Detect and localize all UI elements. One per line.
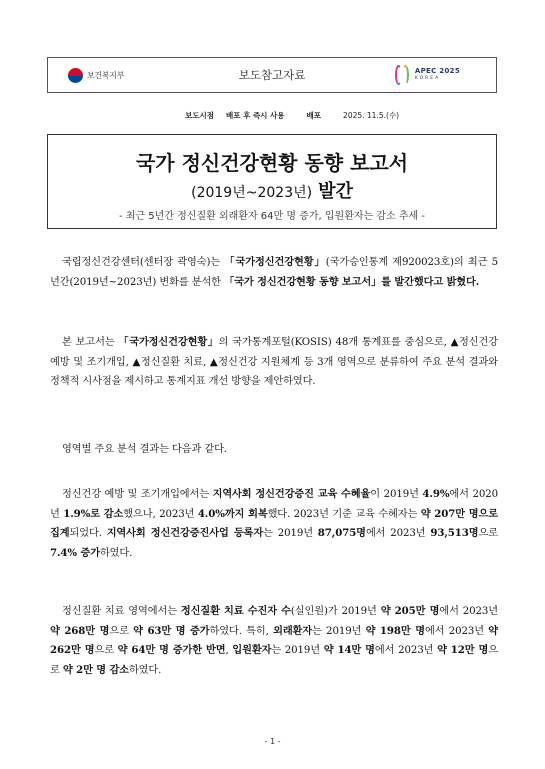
release-info xyxy=(185,110,399,121)
text-run: 에서 2023년 xyxy=(365,528,431,539)
text-run-bold: 「국가정신건강현황」 xyxy=(224,256,326,268)
text-run: (국가승인통계 제920023호)의 최근 5년간(2019년~2023년) 변화를 분석한 xyxy=(50,257,498,288)
text-run-bold: 93,513명 xyxy=(430,527,479,539)
paragraph-intro xyxy=(50,253,498,292)
report-subtitle xyxy=(48,177,496,203)
report-title: 국가 정신건강현황 동향 보고서 xyxy=(135,151,409,175)
text-run: , xyxy=(225,645,233,656)
text-run: 으로 xyxy=(50,645,499,676)
text-run-bold: 약 268만 명 xyxy=(50,624,110,637)
text-run-bold: 입원환자 xyxy=(232,644,272,656)
text-run-bold: 4.0%까지 회복 xyxy=(197,507,268,520)
paragraph-overview xyxy=(50,333,498,392)
text-run: 하였다. xyxy=(128,664,162,676)
apec-title: APEC 2025 xyxy=(414,67,460,76)
text-run: 정신건강 예방 및 조기개입에서는 xyxy=(62,489,213,500)
text-run: 했으나, 2023년 xyxy=(123,508,198,520)
text-run-bold: 「국가 정신건강현황 동향 보고서」를 발간했다고 밝혔다. xyxy=(224,275,480,288)
text-run-bold: 외래환자 xyxy=(273,624,313,637)
text-run-bold: 7.4% 증가 xyxy=(50,546,100,559)
apec-logo xyxy=(395,65,460,85)
text-run: 하였다. xyxy=(99,547,133,559)
distribution-date: 2025. 11.5.(수) xyxy=(343,111,400,120)
text-run-bold: 약 205만 명 xyxy=(380,605,440,617)
text-run: 는 2019년 xyxy=(312,625,366,637)
text-run-bold: 「국가정신건강현황」 xyxy=(118,336,219,348)
release-label: 보도시점 xyxy=(185,111,214,120)
text-run: 에서 2020년 xyxy=(50,489,498,520)
text-run: 국립정신건강센터(센터장 곽영숙)는 xyxy=(62,257,225,268)
text-run: 에서 2023년 xyxy=(374,645,438,656)
release-value: 배포 후 즉시 사용 xyxy=(225,111,285,120)
text-run-bold: 약 262만 명 xyxy=(50,624,499,656)
report-period: (2019년~2023년) xyxy=(191,185,313,201)
text-run-bold: 정신질환 치료 수진자 수 xyxy=(180,605,291,617)
text-run-bold: 약 2만 명 감소 xyxy=(62,663,129,676)
apec-mark-icon xyxy=(395,65,411,85)
text-run: 정신질환 치료 영역에서는 xyxy=(62,606,181,617)
text-run-bold: 약 64만 명 증가한 반면 xyxy=(117,644,226,656)
paragraph-prevention xyxy=(50,485,498,563)
document-type: 보도참고자료 xyxy=(238,68,306,82)
text-run-bold: 약 12만 명 xyxy=(437,644,489,656)
distribution-label: 배포 xyxy=(306,111,322,120)
text-run: 에서 2023년 xyxy=(439,606,498,617)
release-word: 발간 xyxy=(318,181,353,202)
text-run-bold: 약 63만 명 증가 xyxy=(133,624,210,637)
text-run-bold: 4.9% xyxy=(422,488,450,500)
text-run-bold: 1.9%로 감소 xyxy=(63,507,124,520)
text-run: 는 2019년 xyxy=(263,528,318,539)
report-summary: - 최근 5년간 정신질환 외래환자 64만 명 증가, 입원환자는 감소 추세 - xyxy=(119,211,425,222)
text-run-bold: 지역사회 정신건강증진 교육 수혜율 xyxy=(212,488,371,500)
text-run: 되었다. xyxy=(69,528,107,539)
text-run: 했다. 2023년 기준 교육 수혜자는 xyxy=(267,508,421,520)
text-run: 으로 xyxy=(478,528,498,539)
text-run: 에서 2023년 xyxy=(424,625,489,637)
ministry-name: 보건복지부 xyxy=(87,71,125,80)
text-run: (실인원)가 2019년 xyxy=(290,606,381,617)
text-run: 으로 xyxy=(94,645,118,656)
apec-country: KOREA xyxy=(414,76,441,82)
text-run: 는 2019년 xyxy=(271,645,324,656)
text-run-bold: 약 14만 명 xyxy=(323,644,375,656)
text-run: 본 보고서는 xyxy=(62,337,119,348)
paragraph-results-intro xyxy=(50,440,498,460)
text-run-bold: 약 207만 명으로 집계 xyxy=(50,507,498,539)
text-run: 이 2019년 xyxy=(370,489,423,500)
text-run-bold: 약 198만 명 xyxy=(365,624,425,637)
text-run: 하였다. 특히, xyxy=(209,625,274,637)
page-number: - 1 - xyxy=(264,737,281,746)
paragraph-treatment xyxy=(50,602,498,680)
title-box xyxy=(47,134,497,229)
text-run: 의 국가통계포털(KOSIS) 48개 통계표를 중심으로, ▲정신건강 예방 및 조기개입, ▲정신질환 치료, ▲정신건강 지원체계 등 3개 영역으로 분류하여 주요 분석 결과와 정책적 시사점을 제시하고 통계지표 개선 방향을 제안하였다. xyxy=(50,337,498,387)
text-run-bold: 87,075명 xyxy=(317,527,366,539)
text-run-bold: 지역사회 정신건강증진사업 등록자 xyxy=(106,527,264,539)
text-run: 영역별 주요 분석 결과는 다음과 같다. xyxy=(62,444,227,455)
header-box xyxy=(47,57,497,93)
text-run: 으로 xyxy=(109,625,134,637)
